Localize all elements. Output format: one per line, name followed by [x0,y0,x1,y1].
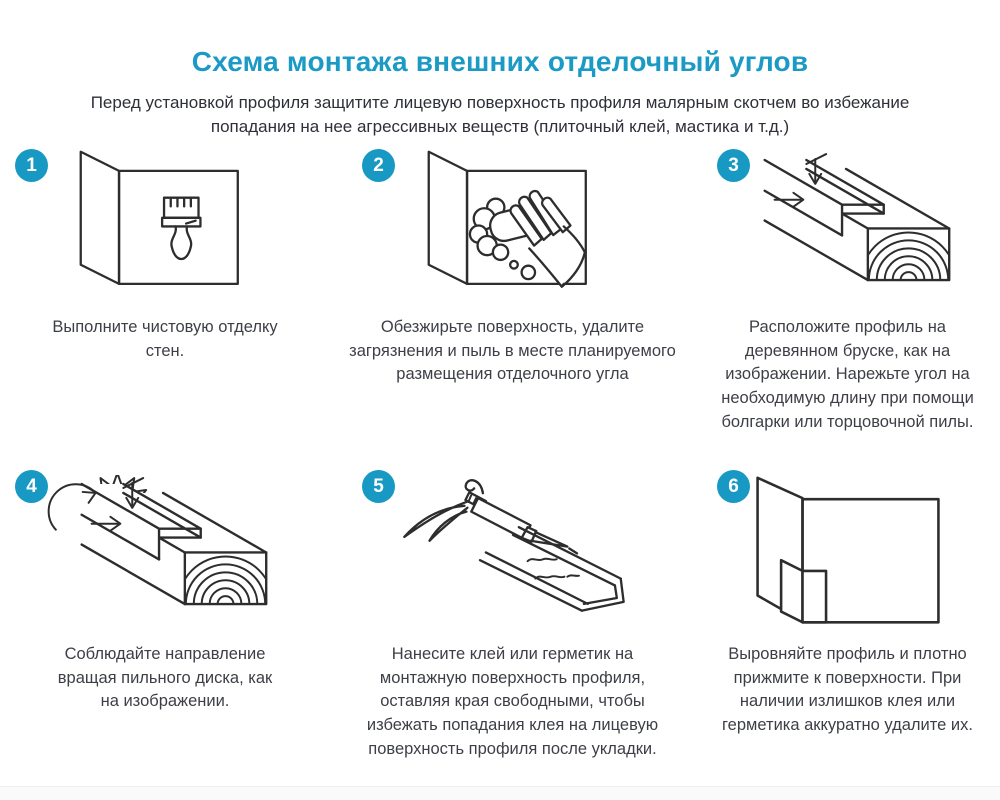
step-5-caption: Нанесите клей или герметик на монтажную поверхность профиля, оставляя края свободными, чтобы избежать попадания клея на лицевую поверхность профиля после укладки. [366,645,659,758]
corner-wall-aligned-profile-icon [749,469,947,630]
page-title: Схема монтажа внешних отделочный углов [191,46,809,77]
step-1-illustration [69,145,261,305]
step-6-badge: 6 [717,470,750,503]
step-5-badge: 5 [362,470,395,503]
steps-row-1 [0,145,1000,434]
step-2-caption: Обезжирьте поверхность, удалите загрязнения и пыль в месте планируемого размещения отделочного угла [349,318,676,384]
step-4 [0,466,330,761]
footer-strip [0,786,1000,800]
corner-wall-hand-sponge-icon [417,146,609,304]
step-2-badge: 2 [362,149,395,182]
step-3-badge: 3 [717,149,750,182]
step-3 [695,145,1000,434]
step-6-caption: Выровняйте профиль и плотно прижмите к поверхности. При наличии излишков клея или герметика аккуратно удалите их. [722,645,973,734]
step-4-caption: Соблюдайте направление вращая пильного диска, как на изображении. [57,645,273,711]
step-5 [330,466,695,761]
corner-profile-on-wooden-beam-icon [719,151,977,300]
step-3-illustration [719,145,977,305]
step-5-illustration [377,466,649,632]
step-2-illustration [417,145,609,305]
step-4-badge: 4 [15,470,48,503]
step-1 [0,145,330,434]
corner-wall-paintbrush-icon [69,146,261,304]
step-2 [330,145,695,434]
step-3-caption: Расположите профиль на деревянном бруске, как на изображении. Нарежьте угол на необходимую длину при помощи болгарки или торцовочной пилы. [721,318,974,431]
step-1-caption: Выполните чистовую отделку стен. [52,318,278,360]
caulking-gun-glue-on-profile-icon [377,467,649,632]
step-6-illustration [749,466,947,632]
intro-text: Перед установкой профиля защитите лицевую поверхность профиля малярным скотчем во избежание попадания на нее агрессивных веществ (плиточный клей, мастика и т.д.) [90,93,910,137]
step-6 [695,466,1000,761]
saw-blade-cutting-profile-icon [36,475,294,624]
step-4-illustration [36,466,294,632]
step-1-badge: 1 [15,149,48,182]
steps-row-2 [0,466,1000,761]
